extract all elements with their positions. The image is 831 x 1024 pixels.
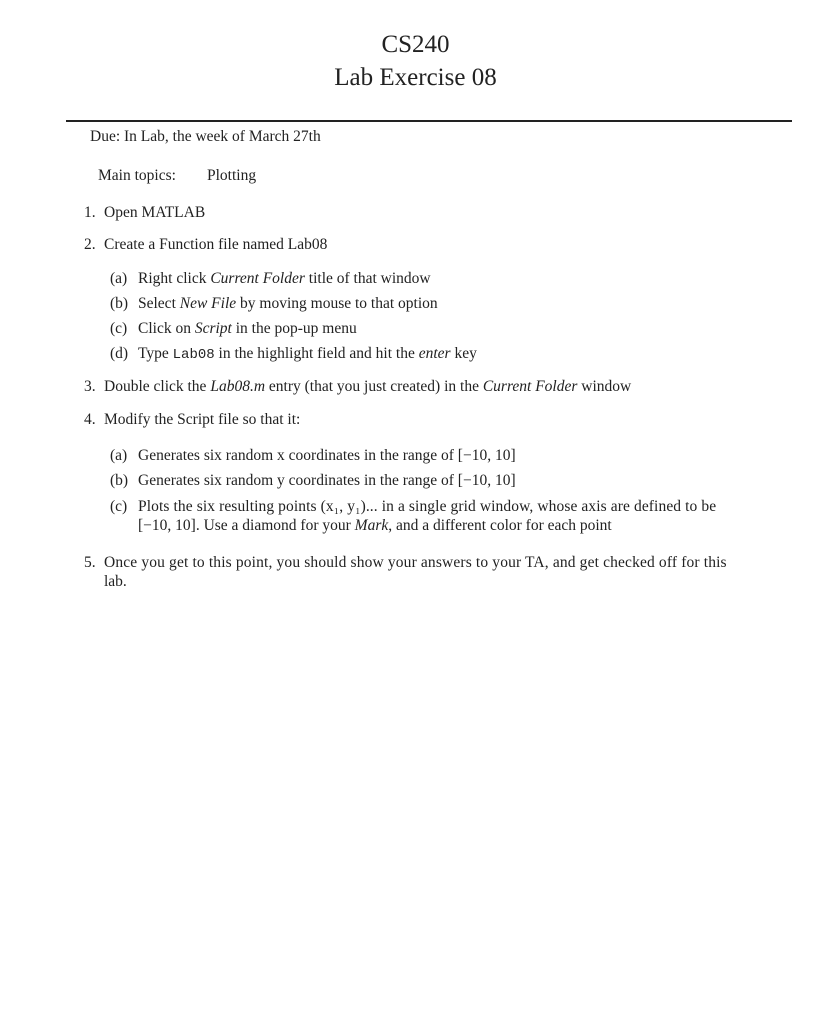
page-title: Lab Exercise 08 [334,64,497,91]
subitem-text: Select New File by moving mouse to that option [138,295,438,312]
due-date: Due: In Lab, the week of March 27th [90,128,321,145]
subitem-label: (b) [110,295,129,312]
item-text: Double click the Lab08.m entry (that you just created) in the Current Folder window [104,378,632,395]
item-number: 2. [84,236,96,253]
subitem-text: Right click Current Folder title of that window [138,270,431,287]
subitem-text: Type Lab08 in the highlight field and hit the enter key [138,345,477,363]
title-divider [66,120,792,122]
subitem-text: Plots the six resulting points (x₁, y₁)... in a single grid window, whose axis are defined to be [138,498,717,515]
subitem-text: Generates six random y coordinates in the range of [−10, 10] [138,472,516,489]
subitem-label: (a) [110,270,128,287]
subitem-text: Generates six random x coordinates in the range of [−10, 10] [138,447,516,464]
topics-value: Plotting [207,167,257,184]
item-text: Once you get to this point, you should show your answers to your TA, and get checked off for this [104,554,727,571]
subitem-label: (b) [110,472,129,489]
subitem-label: (a) [110,447,128,464]
item-text: Modify the Script file so that it: [104,411,301,428]
item-number: 1. [84,204,96,221]
item-number: 5. [84,554,96,571]
subitem-text-continued: [−10, 10]. Use a diamond for your Mark, and a different color for each point [138,517,612,534]
course-code: CS240 [381,31,450,58]
subitem-label: (d) [110,345,129,362]
subitem-label: (c) [110,498,128,515]
subitem-label: (c) [110,320,128,337]
item-text-continued: lab. [104,573,127,590]
item-number: 4. [84,411,96,428]
item-text: Open MATLAB [104,204,206,221]
topics-label: Main topics: [98,167,176,184]
item-number: 3. [84,378,96,395]
subitem-text: Click on Script in the pop-up menu [138,320,357,337]
item-text: Create a Function file named Lab08 [104,236,328,253]
